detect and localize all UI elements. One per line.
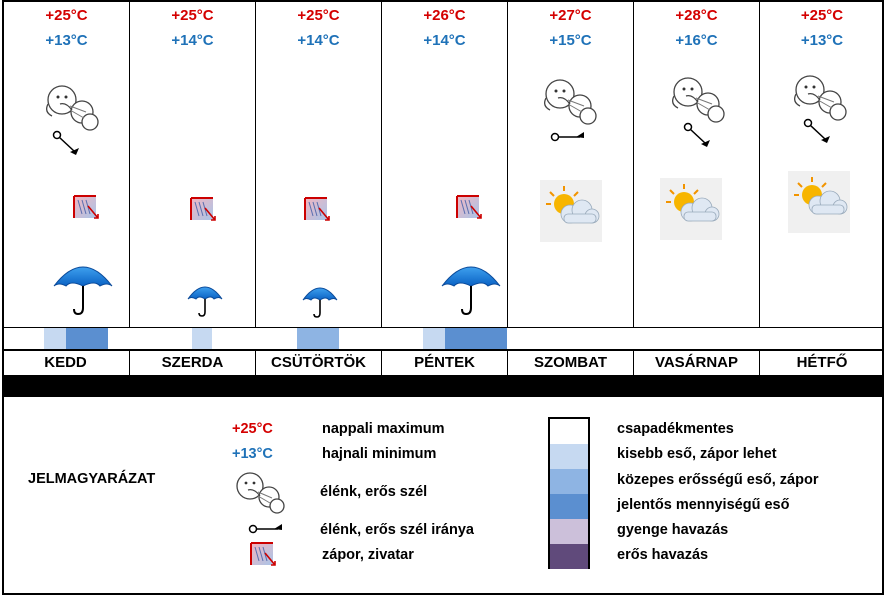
separator-bar	[2, 375, 884, 397]
precip-scale-label: csapadékmentes	[617, 421, 734, 437]
legend-wind-direction-icon	[248, 522, 284, 536]
day-name: PÉNTEK	[382, 351, 508, 375]
precip-swatch	[550, 494, 588, 519]
wind-cloud-icon	[790, 72, 848, 122]
legend-min-sample: +13°C	[232, 446, 273, 462]
umbrella-small-icon	[301, 280, 339, 320]
day-min-temp: +14°C	[297, 32, 340, 49]
legend-wind-dir-label: élénk, erős szél iránya	[320, 522, 474, 538]
legend-min-label: hajnali minimum	[322, 446, 437, 462]
wind-cloud-icon	[540, 76, 598, 126]
day-column-csutortok	[256, 2, 382, 327]
legend-wind-label: élénk, erős szél	[320, 484, 428, 500]
day-name: SZOMBAT	[508, 351, 634, 375]
precipitation-strip	[2, 327, 884, 350]
legend-storm-label: zápor, zivatar	[322, 547, 414, 563]
day-name: CSÜTÖRTÖK	[256, 351, 382, 375]
precip-cell	[192, 328, 212, 350]
precip-cell	[445, 328, 507, 350]
precip-swatch	[550, 544, 588, 569]
storm-icon	[189, 196, 219, 224]
legend-max-label: nappali maximum	[322, 421, 445, 437]
day-max-temp: +25°C	[297, 7, 340, 24]
precip-cell	[66, 328, 108, 350]
legend-storm-icon	[249, 541, 279, 569]
day-max-temp: +25°C	[800, 7, 844, 24]
day-max-temp: +25°C	[45, 7, 88, 24]
legend-max-sample: +25°C	[232, 421, 273, 437]
umbrella-small-icon	[186, 279, 224, 319]
sun-cloud-icon	[788, 171, 850, 233]
storm-icon	[72, 194, 102, 222]
day-max-temp: +28°C	[675, 7, 718, 24]
precip-swatch	[550, 444, 588, 469]
precip-swatch	[550, 419, 588, 444]
legend-title: JELMAGYARÁZAT	[28, 471, 156, 487]
day-max-temp: +26°C	[423, 7, 466, 24]
day-column-hetfo	[760, 2, 884, 327]
day-min-temp: +16°C	[675, 32, 718, 49]
day-column-vasarnap	[634, 2, 760, 327]
precip-swatch	[550, 519, 588, 544]
day-name-row	[2, 349, 884, 375]
wind-direction-icon	[683, 122, 713, 150]
wind-direction-icon	[550, 130, 586, 144]
wind-direction-icon	[803, 118, 833, 146]
precip-cell	[297, 328, 339, 350]
day-name: HÉTFŐ	[796, 354, 848, 371]
precip-scale	[548, 417, 590, 569]
sun-cloud-icon	[660, 178, 722, 240]
sun-cloud-icon	[540, 180, 602, 242]
day-column-szombat	[508, 2, 634, 327]
precip-cell	[423, 328, 445, 350]
storm-icon	[455, 194, 485, 222]
precip-scale-label: jelentős mennyiségű eső	[617, 497, 790, 513]
umbrella-large-icon	[440, 254, 502, 316]
wind-cloud-icon	[668, 74, 726, 124]
day-name: KEDD	[2, 351, 130, 375]
day-name: SZERDA	[130, 351, 256, 375]
day-min-temp: +13°C	[45, 32, 88, 49]
day-max-temp: +27°C	[549, 7, 592, 24]
precip-scale-label: kisebb eső, zápor lehet	[617, 446, 777, 462]
day-min-temp: +14°C	[423, 32, 466, 49]
precip-scale-label: erős havazás	[617, 547, 709, 563]
storm-icon	[303, 196, 333, 224]
day-min-temp: +13°C	[800, 32, 844, 49]
precip-scale-label: közepes erősségű eső, zápor	[617, 472, 819, 488]
precip-cell	[44, 328, 66, 350]
legend-wind-cloud-icon	[232, 470, 286, 516]
umbrella-large-icon	[52, 254, 114, 316]
day-min-temp: +15°C	[549, 32, 592, 49]
day-name: VASÁRNAP	[634, 351, 760, 375]
day-min-temp: +14°C	[171, 32, 214, 49]
wind-cloud-icon	[42, 82, 100, 132]
precip-scale-label: gyenge havazás	[617, 522, 729, 538]
precip-swatch	[550, 469, 588, 494]
day-max-temp: +25°C	[171, 7, 214, 24]
wind-direction-icon	[52, 130, 82, 158]
